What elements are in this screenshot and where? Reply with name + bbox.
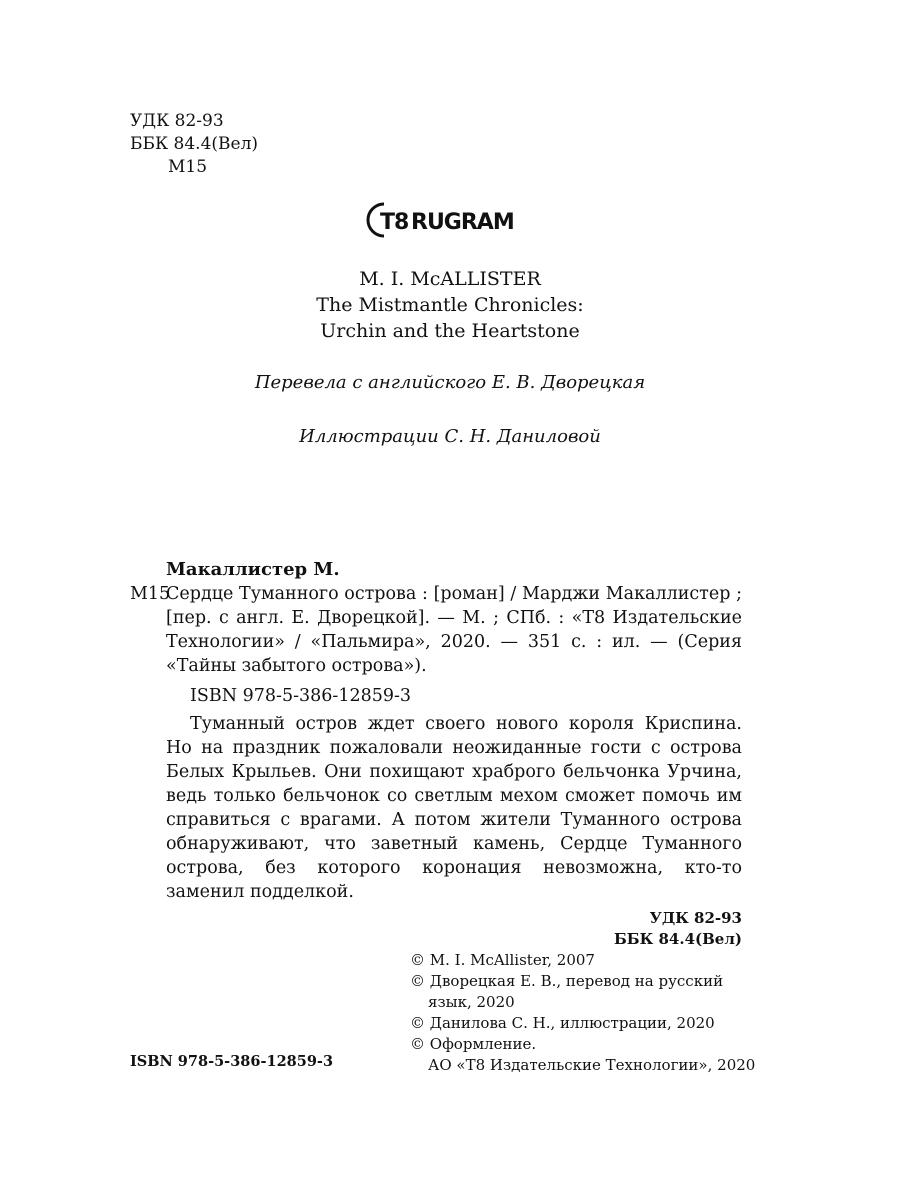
isbn-footer: ISBN 978-5-386-12859-3 <box>130 1053 334 1070</box>
copyright-block <box>410 950 755 1076</box>
original-title-line-2: Urchin and the Heartstone <box>320 320 580 342</box>
annotation-summary: Туманный остров ждет своего нового короля Криспина. Но на праздник пожаловали неожиданные гости с острова Белых Крыльев. Они похищают храброго бельчонка Урчина, ведь только бельчонок со светлым мехом сможет помочь им справиться с врагами. А потом жители Туманного острова обнаруживают, что заветный камень, Сердце Туманного острова, без которого коронация невозможна, кто-то заменил подделкой. <box>166 714 742 902</box>
copyright-line-2-cont: язык, 2020 <box>428 993 515 1011</box>
annotation-bbk: ББК 84.4(Вел) <box>613 930 742 948</box>
bibliographic-annotation <box>130 558 742 950</box>
t8-logo-icon <box>366 200 516 240</box>
copyright-line-3: © Данилова С. Н., иллюстрации, 2020 <box>410 1014 715 1032</box>
original-title-block <box>0 266 900 344</box>
author-sign: М15 <box>168 157 208 177</box>
classification-header <box>130 110 258 179</box>
publisher-logo <box>366 200 516 240</box>
annotation-isbn: ISBN 978-5-386-12859-3 <box>190 686 412 706</box>
logo-mark: T8 <box>380 210 409 235</box>
udk-code: УДК 82-93 <box>130 111 224 131</box>
copyright-line-1: © M. I. McAllister, 2007 <box>410 951 595 969</box>
copyright-line-4-cont: АО «Т8 Издательские Технологии», 2020 <box>428 1056 756 1074</box>
annotation-author: Макаллистер М. <box>166 559 340 580</box>
copyright-line-2: © Дворецкая Е. В., перевод на русский <box>410 972 724 990</box>
illustrator-credit: Иллюстрации С. Н. Даниловой <box>299 426 601 447</box>
original-author: M. I. McALLISTER <box>359 268 541 290</box>
translator-credit: Перевела с английского Е. В. Дворецкая <box>254 372 646 393</box>
annotation-entry-text: Сердце Туманного острова : [роман] / Марджи Макаллистер ; [пер. с англ. Е. Дворецкой]. — М. ; СПб. : «Т8 Издательские Технологии» / «Пальмира», 2020. — 351 с. : ил. — (Серия «Тайны забытого острова»). <box>166 584 742 676</box>
bbk-code: ББК 84.4(Вел) <box>130 134 259 154</box>
annotation-sign: М15 <box>130 584 171 604</box>
annotation-udk: УДК 82-93 <box>649 909 742 927</box>
original-title-line-1: The Mistmantle Chronicles: <box>316 294 584 316</box>
copyright-line-4: © Оформление. <box>410 1035 537 1053</box>
annotation-entry <box>130 582 742 678</box>
annotation-index <box>130 908 742 950</box>
logo-name: RUGRAM <box>411 210 514 235</box>
